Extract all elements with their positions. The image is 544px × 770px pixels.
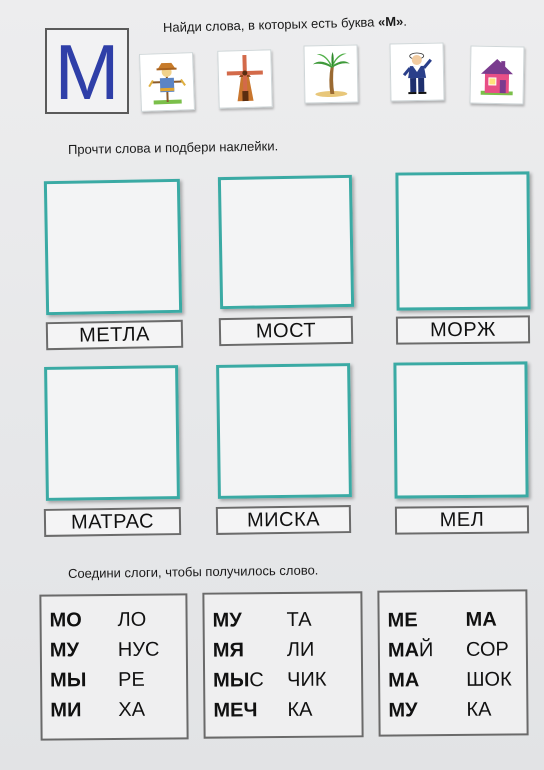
syllable-row [42,695,186,724]
picture-card-palm[interactable] [303,45,358,104]
syllable-right[interactable]: КА [287,698,313,721]
syllable-row [380,665,526,694]
syllable-left[interactable]: МАЙ [387,638,434,662]
sticker-slot-2[interactable] [218,175,354,309]
syllable-box-1 [39,593,188,740]
syllable-row [380,605,526,634]
syllable-left[interactable]: МУ [212,608,242,632]
syllable-row [204,605,360,634]
syllable-row [380,635,526,664]
sticker-slot-5[interactable] [216,363,352,499]
syllable-right[interactable]: ШОК [466,667,512,691]
word-label-4: МАТРАС [44,507,181,537]
syllable-row [205,635,361,664]
instruction-find-words: Найди слова, в которых есть буква «М». [162,13,408,35]
instruction-join-syllables: Соедини слоги, чтобы получилось слово. [67,562,319,581]
palm-tree-icon [309,50,354,99]
syllable-right[interactable]: ТА [286,608,312,631]
big-letter: М [54,28,120,116]
syllable-row [42,665,186,694]
sticker-slot-3[interactable] [395,171,530,310]
instruction-read-words: Прочти слова и подбери наклейки. [67,138,279,157]
syllable-left[interactable]: МЕ [387,608,418,632]
picture-card-windmill[interactable] [217,49,272,108]
word-label-6: МЕЛ [395,505,529,534]
windmill-icon [222,54,267,103]
syllable-row [205,665,361,694]
sticker-slot-4[interactable] [44,365,180,501]
syllable-row [205,695,361,724]
sailor-icon [395,48,440,97]
picture-card-sailor[interactable] [389,43,444,102]
syllable-right[interactable]: СОР [465,638,509,661]
house-icon [475,51,520,100]
syllable-left[interactable]: МИ [50,698,82,722]
syllable-right[interactable]: МА [465,608,497,631]
syllable-left[interactable]: МО [49,608,82,632]
syllable-left[interactable]: МЫ [50,668,87,692]
syllable-box-3 [377,589,528,736]
syllable-right[interactable]: НУС [117,638,160,661]
syllable-box-2 [202,591,363,738]
scarecrow-icon [144,57,190,107]
sticker-slot-6[interactable] [393,361,528,498]
word-label-1: МЕТЛА [46,320,183,350]
letter-card [45,28,129,114]
syllable-right[interactable]: ХА [118,698,146,721]
word-label-2: МОСТ [219,316,353,346]
word-label-3: МОРЖ [396,315,530,344]
syllable-left[interactable]: МА [388,668,420,692]
sticker-slot-1[interactable] [44,179,182,315]
picture-card-house[interactable] [469,46,524,105]
syllable-left[interactable]: МЫС [213,668,264,692]
syllable-left[interactable]: МЯ [212,638,245,662]
syllable-left[interactable]: МЕЧ [213,698,258,722]
syllable-row [41,605,185,634]
syllable-right[interactable]: ЧИК [287,668,327,691]
syllable-right[interactable]: ЛО [117,608,147,631]
syllable-left[interactable]: МУ [388,698,418,722]
syllable-row [42,635,186,664]
syllable-right[interactable]: ЛИ [286,638,315,661]
picture-card-scarecrow[interactable] [139,52,195,112]
syllable-right[interactable]: КА [466,698,492,721]
syllable-right[interactable]: РЕ [118,668,145,691]
word-label-5: МИСКА [216,505,351,535]
syllable-left[interactable]: МУ [49,638,80,662]
syllable-row [380,695,526,724]
